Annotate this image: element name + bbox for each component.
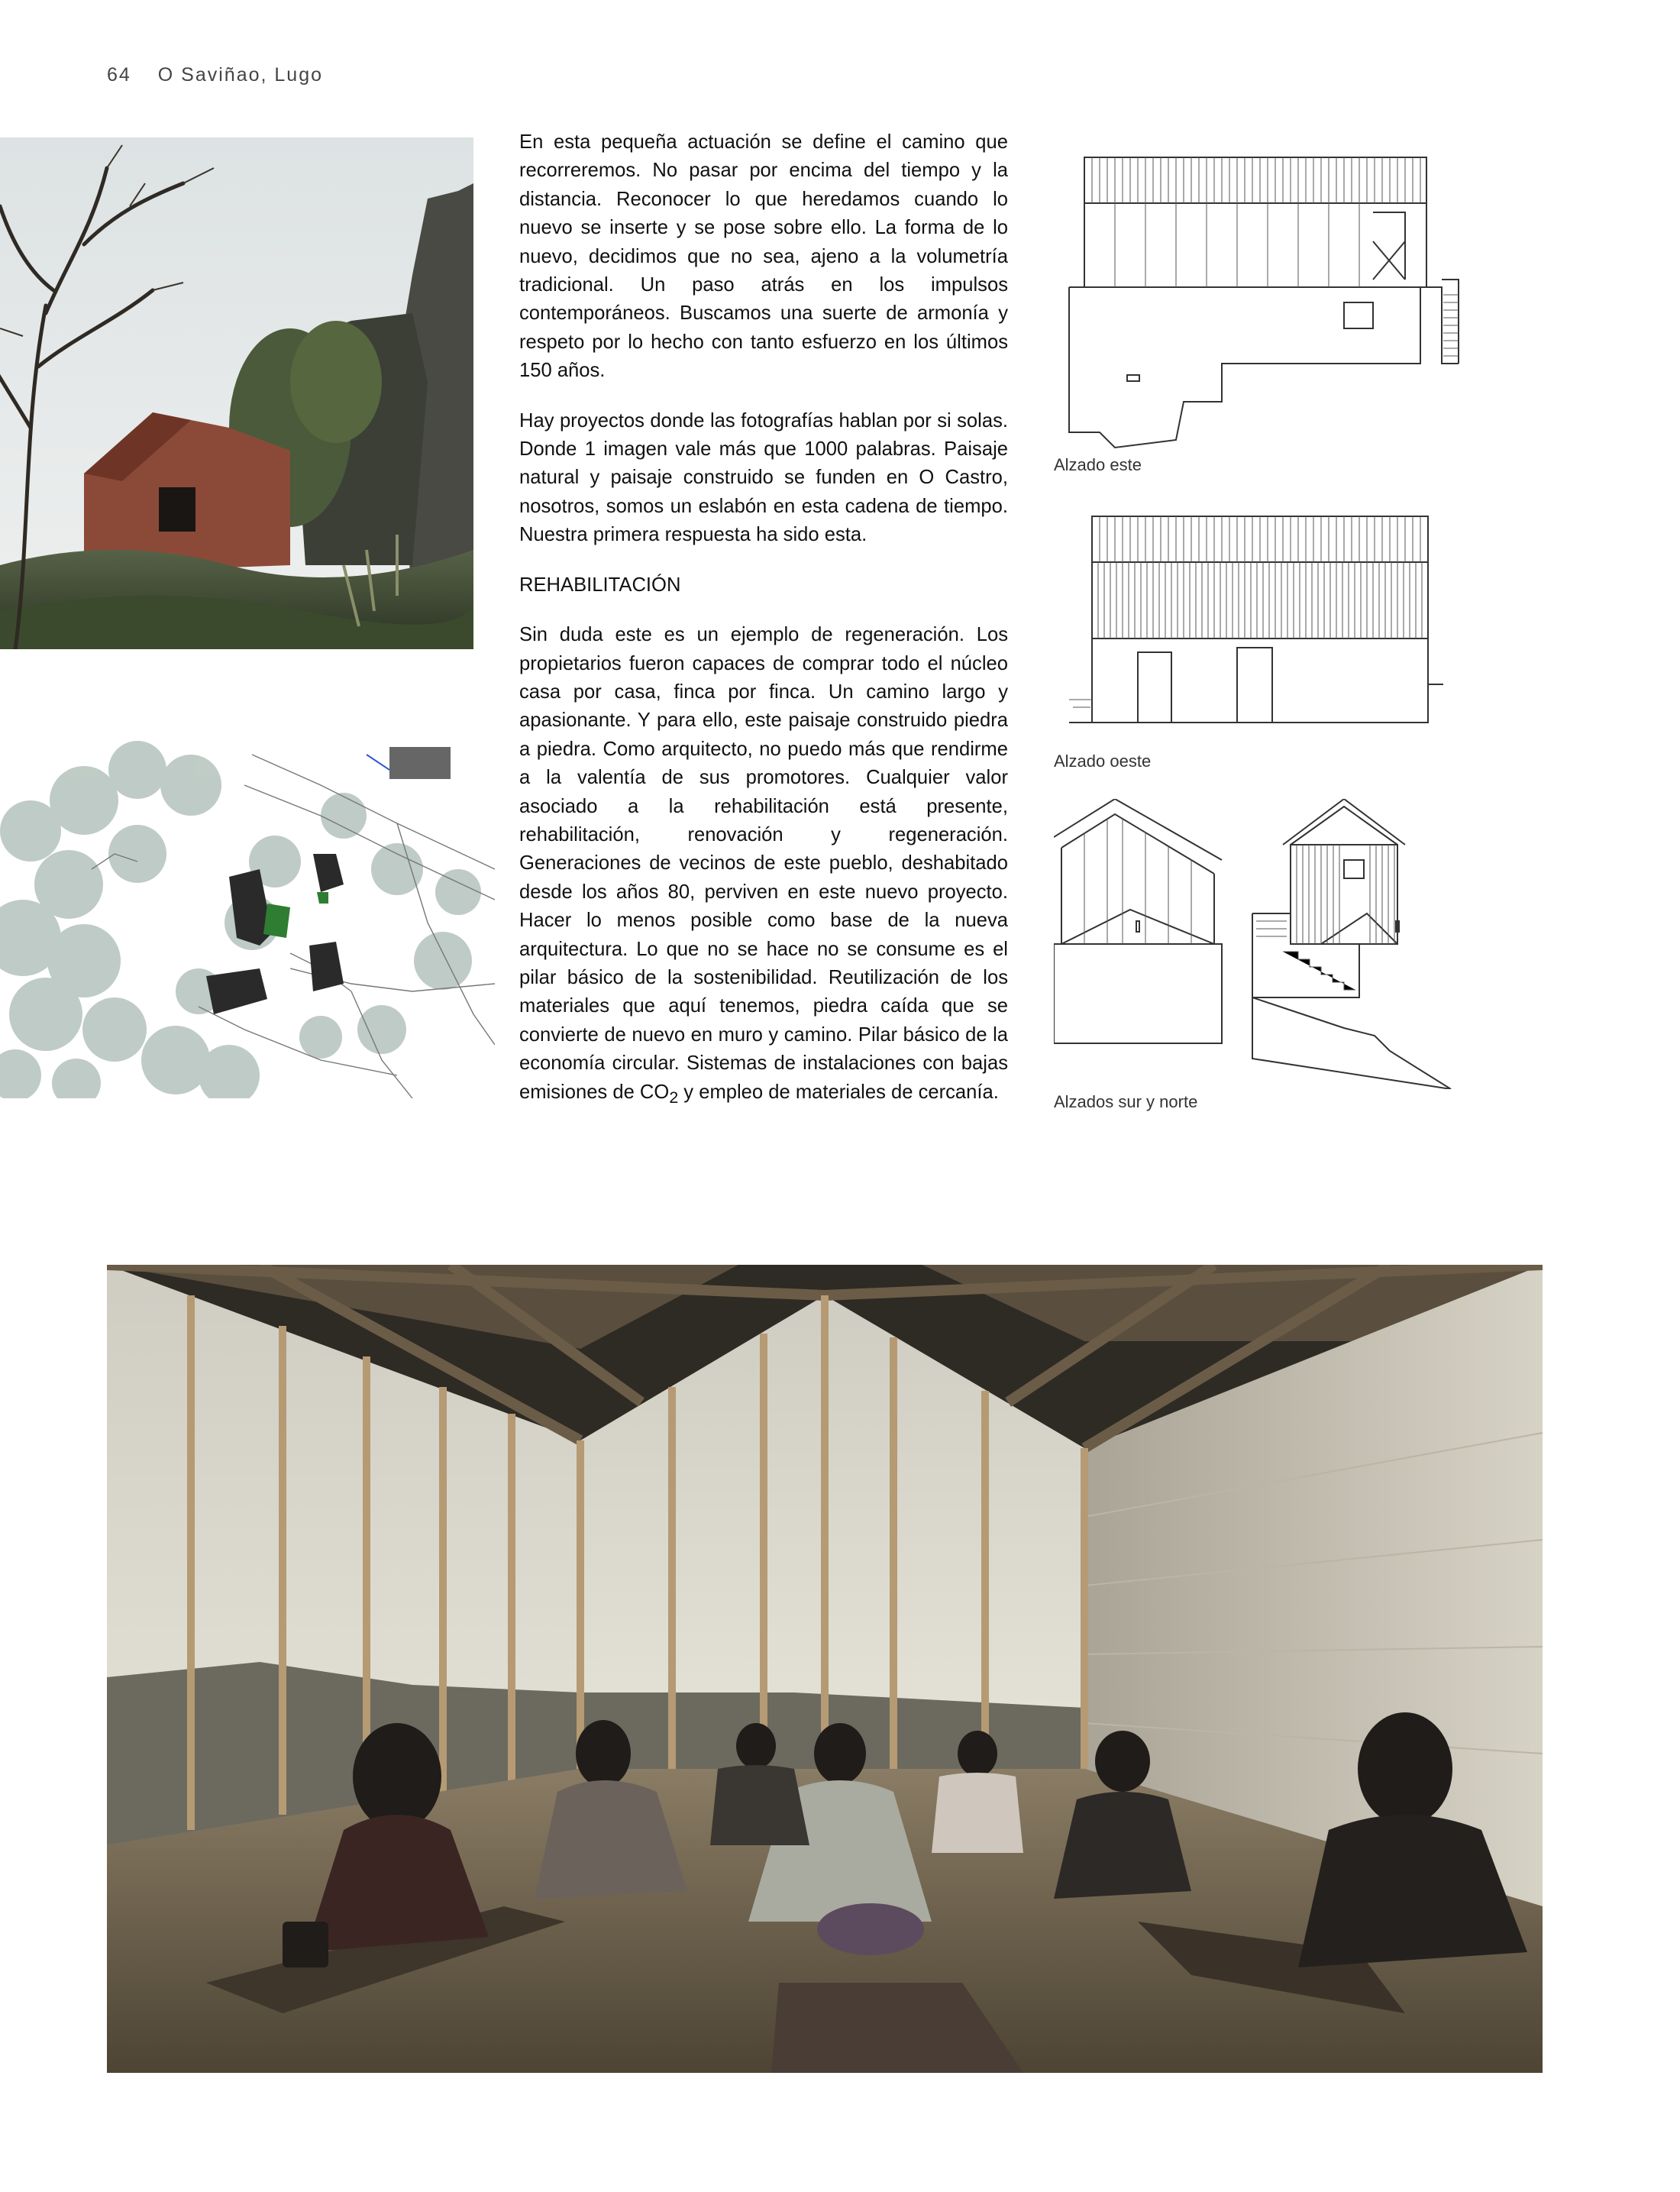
- west-elevation-drawing: [1069, 509, 1451, 738]
- south-north-elevations-drawing: [1054, 799, 1512, 1089]
- running-header: [107, 64, 323, 86]
- interior-yoga-photo: [107, 1265, 1543, 2073]
- caption-south-north: Alzados sur y norte: [1054, 1092, 1198, 1111]
- paragraph-2: Hay proyectos donde las fotografías hablan por si solas. Donde 1 imagen vale más que 1000 palabras. Paisaje natural y paisaje construido se funden en O Castro, nosotros, somos un eslabón en esta cadena de tiempo. Nuestra primera respuesta ha sido esta.: [519, 409, 1008, 546]
- site-plan: [0, 739, 495, 1098]
- article-text: [519, 128, 1008, 1133]
- caption-east: Alzado este: [1054, 455, 1142, 474]
- paragraph-3: Sin duda este es un ejemplo de regeneración. Los propietarios fueron capaces de comprar todo el núcleo casa por casa, finca por finca. Un camino largo y apasionante. Y para ello, este paisaje construido piedra a piedra. Como arquitecto, no puedo más que rendirme a la valentía de sus promotores. Cualquier valor asociado a la rehabilitación está presente, rehabilitación, renovación y regeneración. Generaciones de vecinos de este pueblo, deshabitado desde los años 80, perviven en este nuevo proyecto. Hacer lo menos posible como base de la nueva arquitectura. Lo que no se hace no se consume es el pilar básico de la sostenibilidad. Reutilización de los materiales que aquí tenemos, piedra caída que se convierte de nuevo en muro y camino. Pilar básico de la economía circular. Sistemas de instalaciones con bajas emisiones de $CO_2$ y empleo de materiales de cercanía.: [519, 624, 1008, 1107]
- paragraph-1: En esta pequeña actuación se define el camino que recorreremos. No pasar por encima del tiempo y la distancia. Reconocer lo que heredamos cuando lo nuevo se inserte y se pose sobre ello. La forma de lo nuevo, decidimos que no sea, ajeno a la volumetría tradicional. Un paso atrás en los impulsos contemporáneos. Buscamos una suerte de armonía y respeto por lo hecho con tanto esfuerzo en los últimos 150 años.: [519, 131, 1008, 382]
- caption-west: Alzado oeste: [1054, 752, 1152, 771]
- co2-subscript: 2: [669, 1088, 679, 1107]
- section-heading: REHABILITACIÓN: [519, 574, 681, 596]
- page-number: 64: [107, 64, 131, 86]
- exterior-house-photo: [0, 137, 473, 649]
- header-location: O Saviñao, Lugo: [157, 64, 324, 86]
- east-elevation-drawing: [1061, 150, 1474, 455]
